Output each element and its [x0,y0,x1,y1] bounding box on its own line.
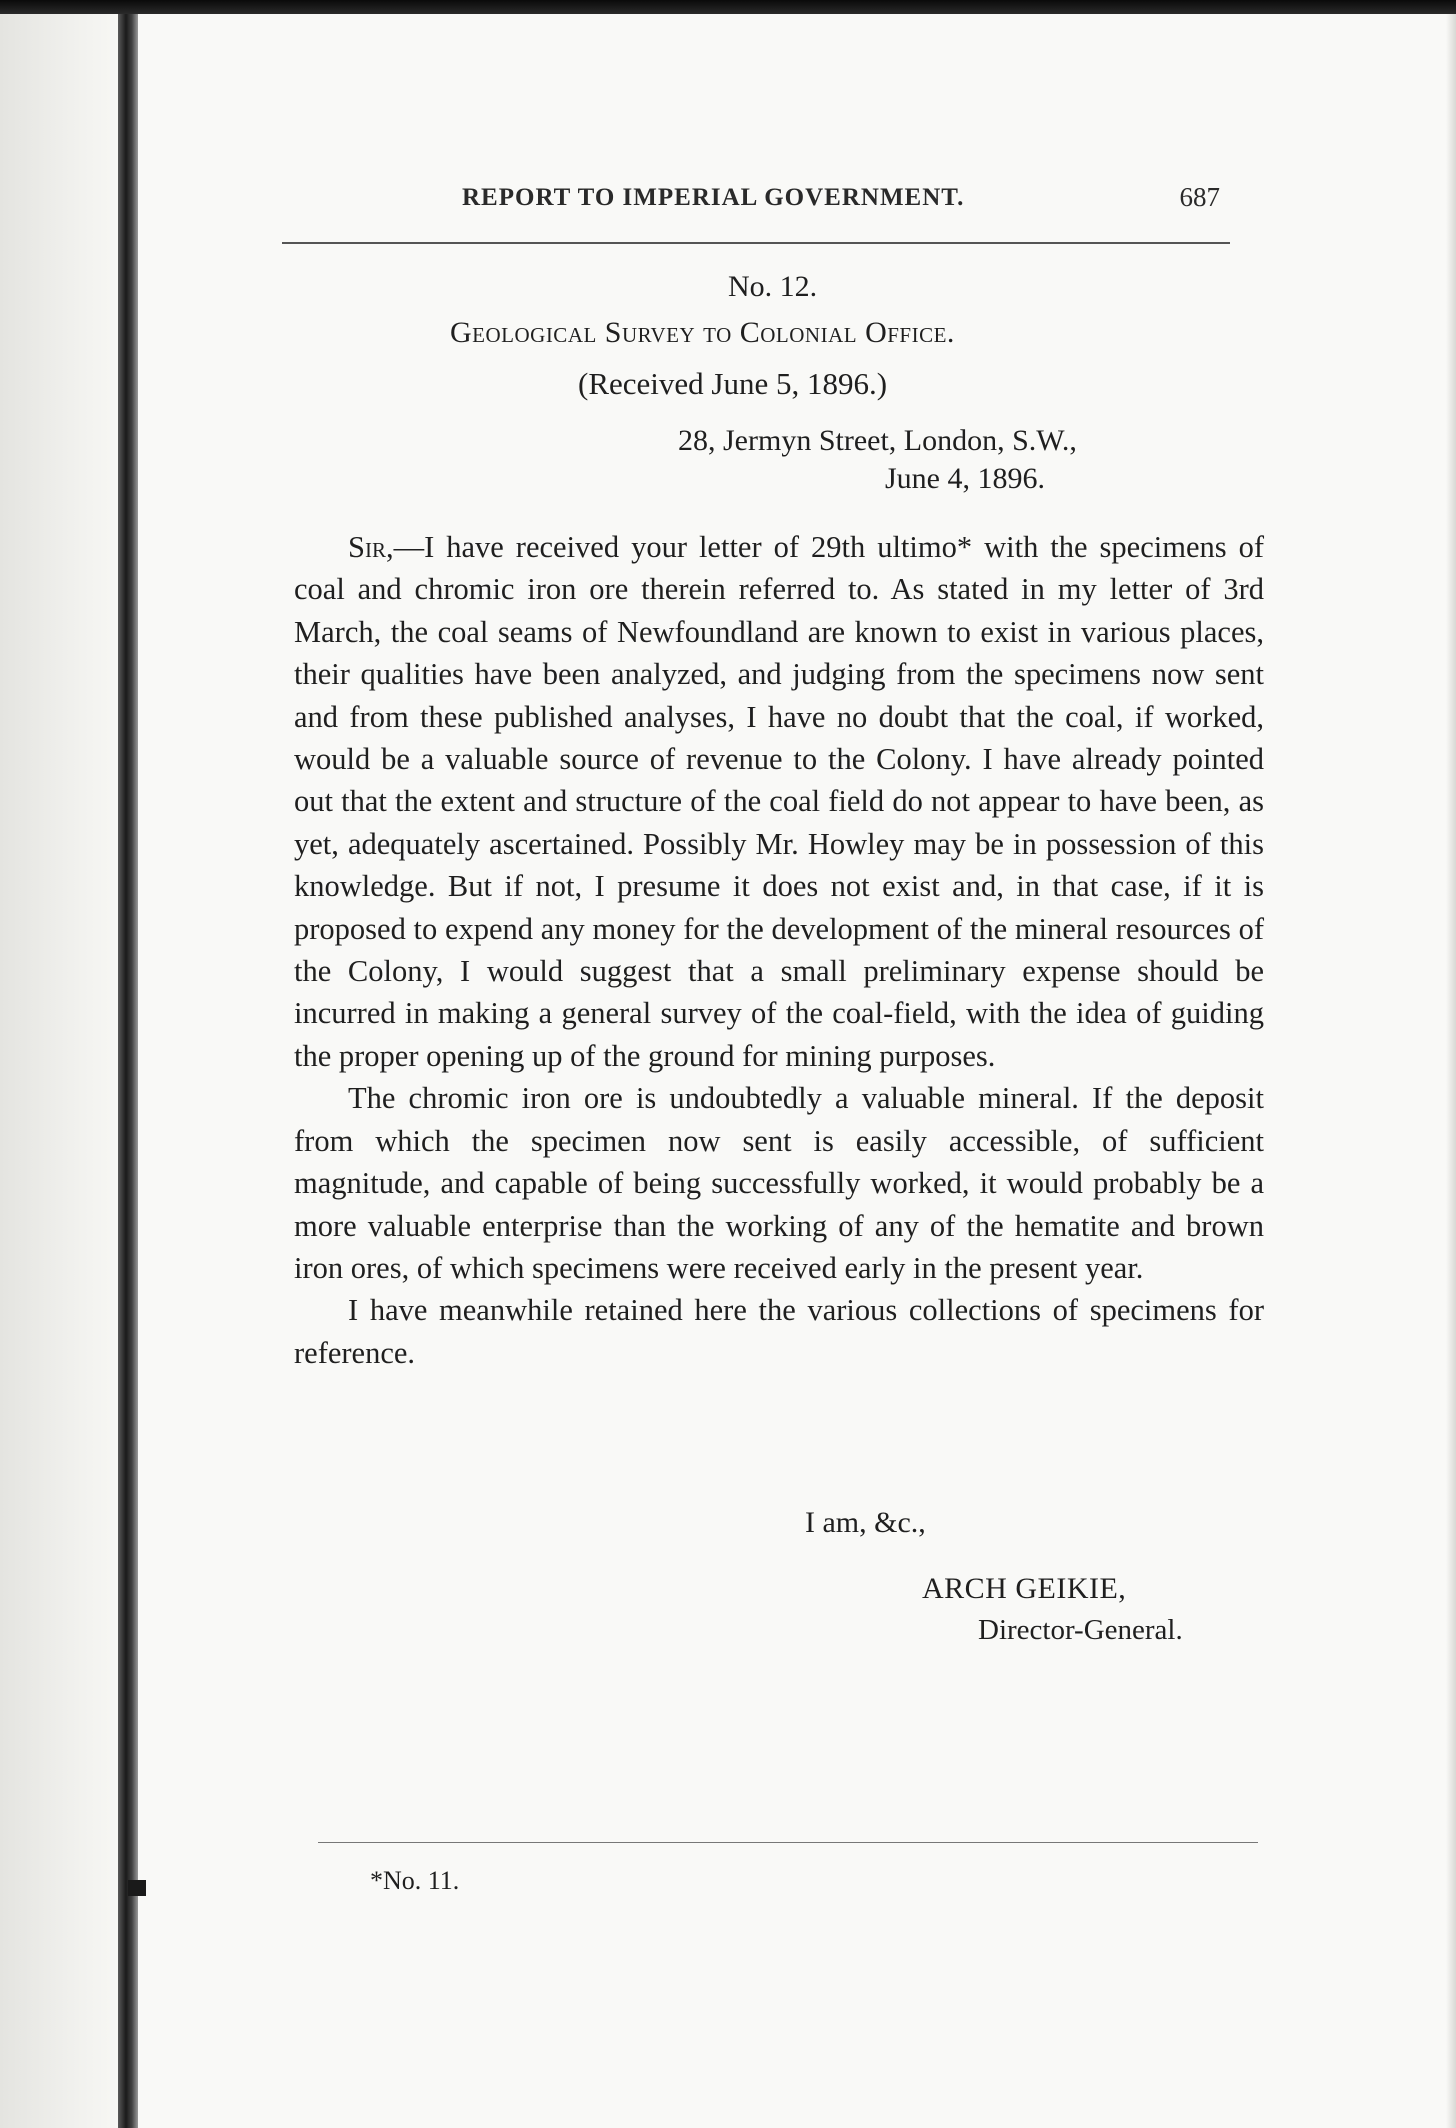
salutation: Sir, [348,530,394,564]
footnote-rule [318,1842,1258,1843]
book-binding-gutter [118,14,138,2128]
binding-notch [128,1880,146,1896]
document-heading: Geological Survey to Colonial Office. [450,316,955,349]
paragraph-3: I have meanwhile retained here the various collections of specimens for reference. [294,1293,1264,1370]
page-number: 687 [1179,182,1220,212]
sender-address: 28, Jermyn Street, London, S.W., [678,424,1077,457]
signature: ARCH GEIKIE, [922,1572,1127,1605]
letter-date: June 4, 1896. [885,462,1045,495]
running-head [280,170,1280,222]
paragraph-2: The chromic iron ore is undoubtedly a valuable mineral. If the deposit from which the specimen now sent is easily accessible, of sufficient magnitude, and capable of being successfully worked, it would probably be a more valuable enterprise than the working of any of the hematite and brown iron ores, of which specimens were received early in the present year. [294,1081,1264,1285]
letter-body [294,526,1264,1374]
received-date: (Received June 5, 1896.) [578,366,888,401]
closing: I am, &c., [805,1506,926,1539]
footnote: *No. 11. [370,1866,460,1895]
printed-page [280,170,1280,1895]
scan-top-edge [0,0,1456,14]
document-number: No. 12. [728,270,818,303]
signature-title: Director-General. [978,1614,1183,1646]
header-rule [282,242,1230,244]
scan-right-edge [1446,14,1456,2128]
paragraph-1-text: —I have received your letter of 29th ultimo* with the specimens of coal and chromic iron ore therein referred to. As stated in my letter of 3rd March, the coal seams of Newfoundland are known to exist in various places, their qualities have been analyzed, and judging from the specimens now sent and from these published analyses, I have no doubt that the coal, if worked, would be a valuable source of revenue to the Colony. I have already pointed out that the extent and structure of the coal field do not appear to have been, as yet, adequately ascertained. Possibly Mr. Howley may be in possession of this knowledge. But if not, I presume it does not exist and, in that case, if it is proposed to expend any money for the development of the mineral resources of the Colony, I would suggest that a small preliminary expense should be incurred in making a general survey of the coal-field, with the idea of guiding the proper opening up of the ground for mining purposes. [294,530,1264,1073]
facing-page-margin [0,14,118,2128]
running-title: REPORT TO IMPERIAL GOVERNMENT. [462,184,965,211]
paragraph-1 [294,526,1264,1077]
